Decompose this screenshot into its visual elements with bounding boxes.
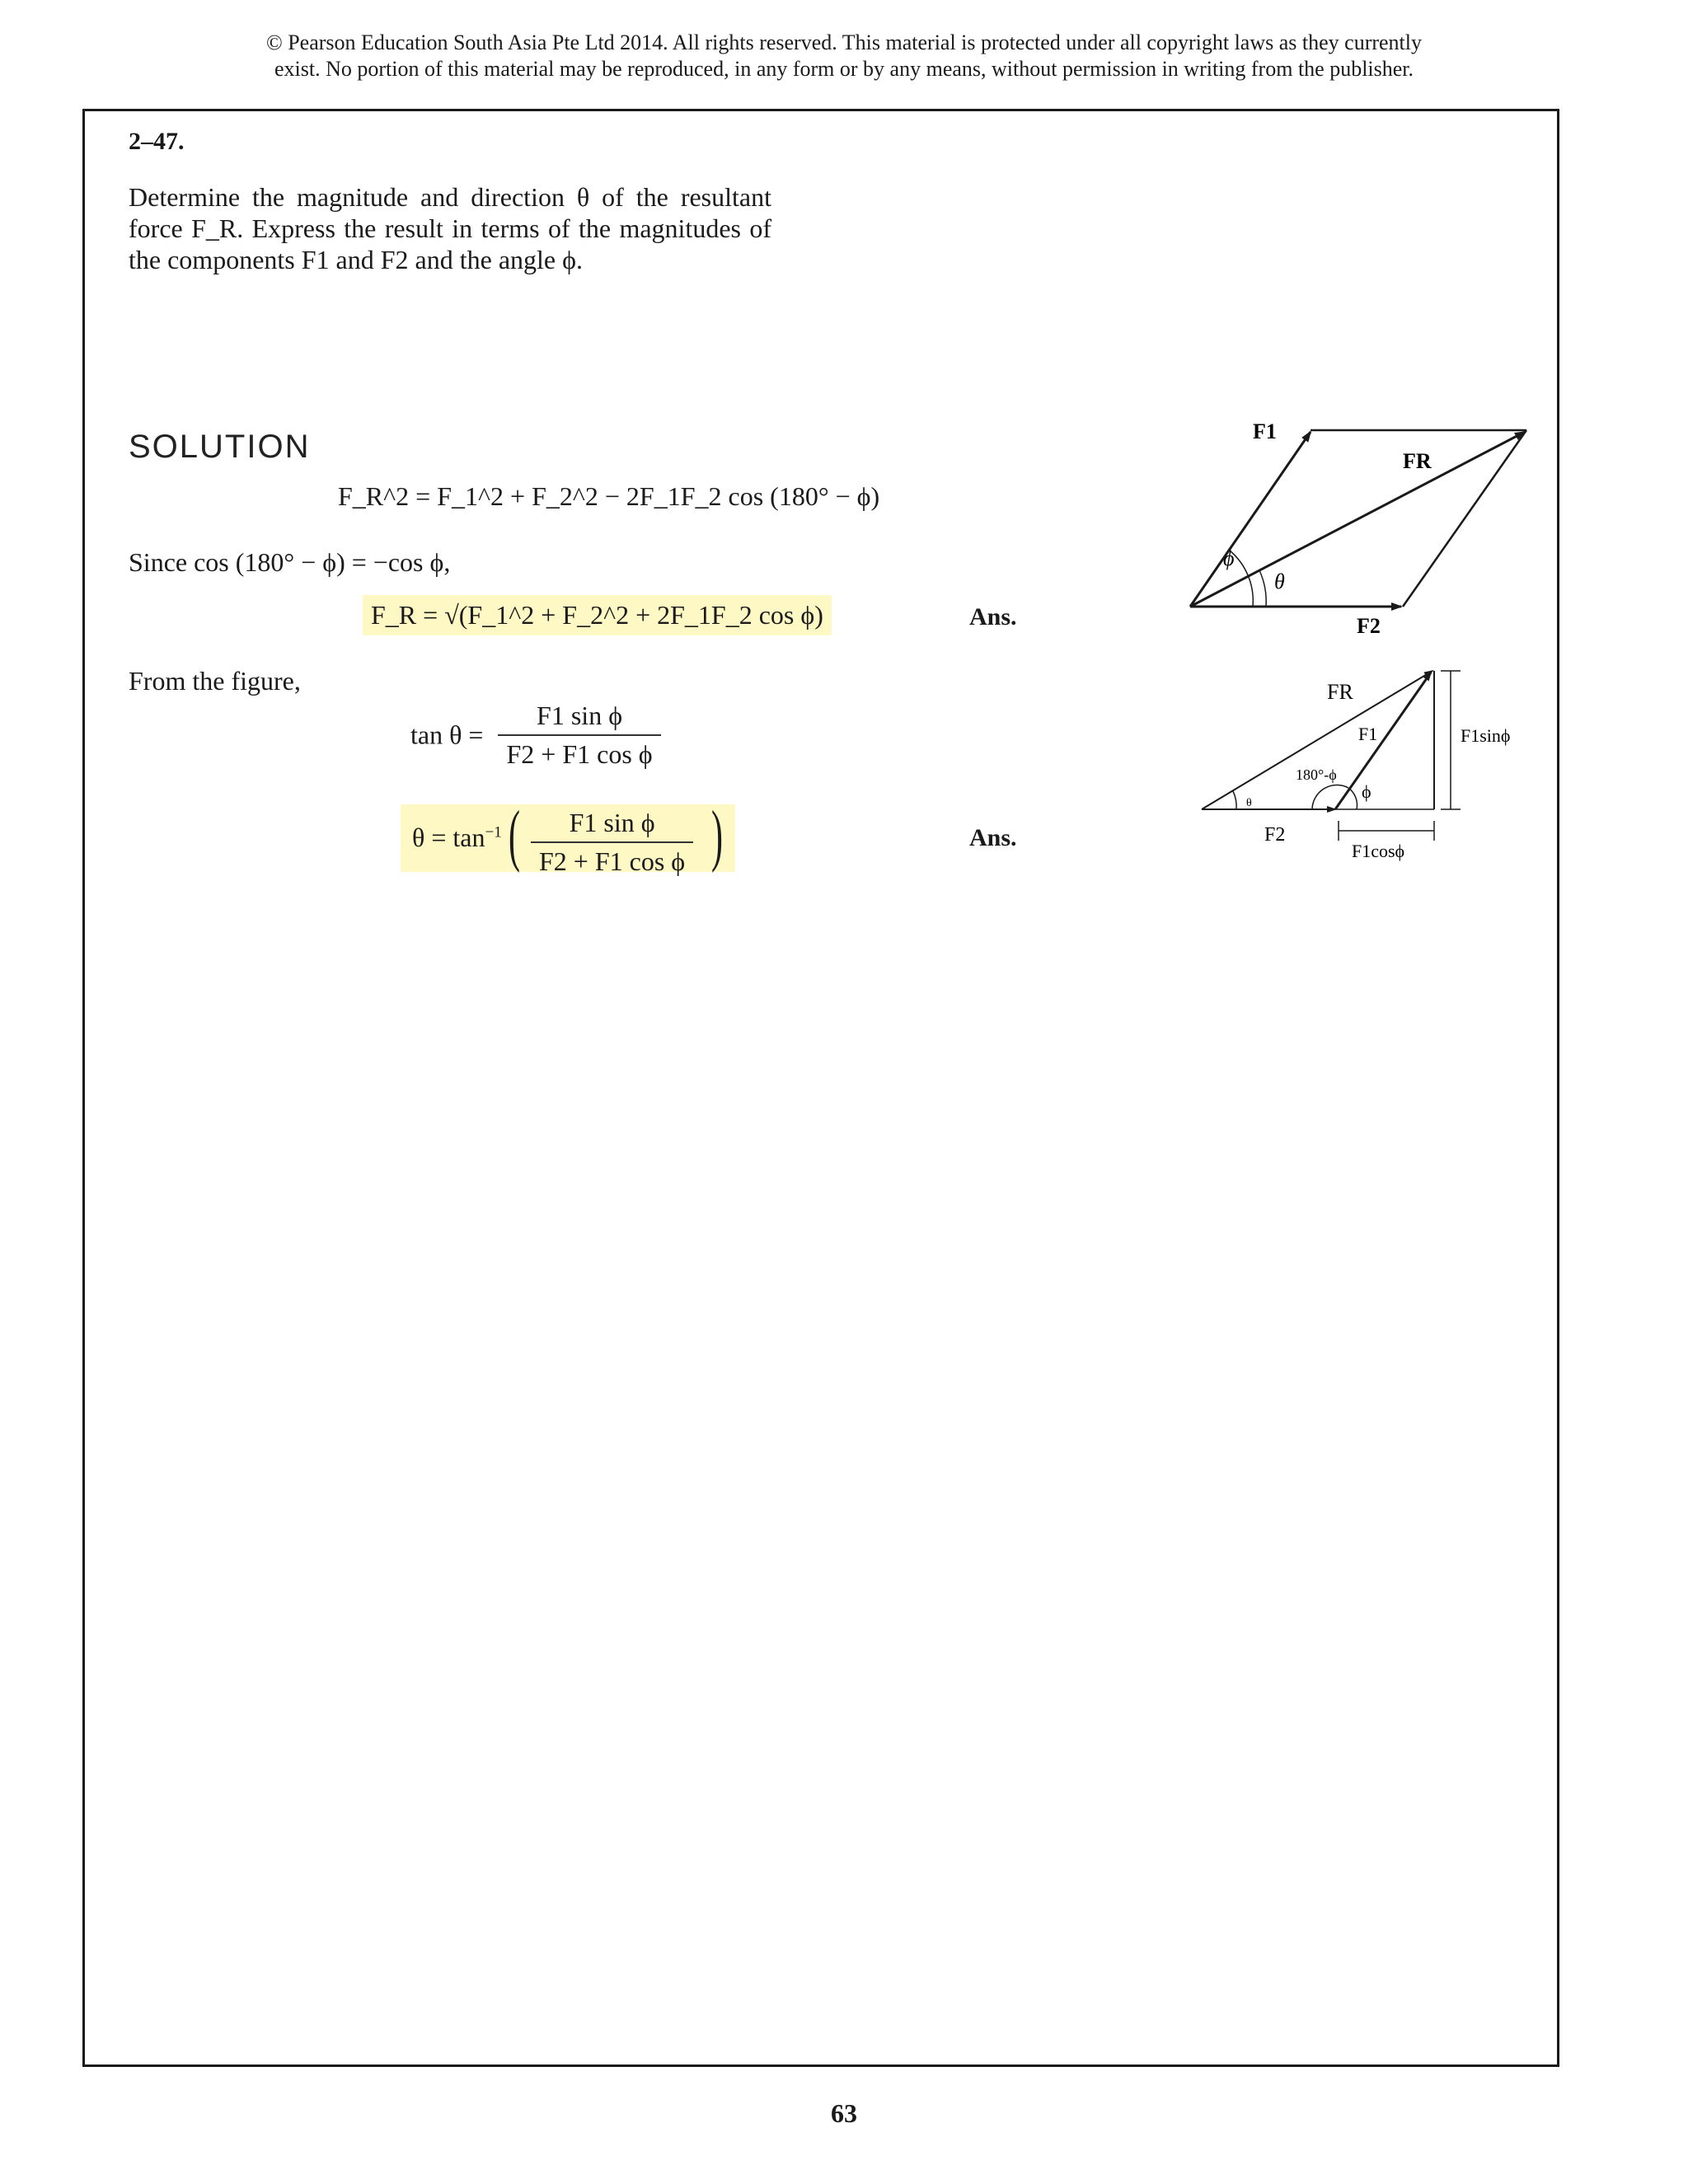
equation-resultant-magnitude: F_R = √(F_1^2 + F_2^2 + 2F_1F_2 cos ϕ) xyxy=(363,595,832,635)
copyright-notice xyxy=(0,30,1688,82)
solution-heading: SOLUTION xyxy=(129,429,311,465)
label-FR: FR xyxy=(1403,449,1432,473)
copyright-line-2: exist. No portion of this material may be reproduced, in any form or by any means, without permission in writing from the publisher. xyxy=(274,57,1414,81)
theta-lhs: θ = tan xyxy=(412,823,485,852)
statement-line-1: Determine the magnitude and direction θ of the resultant xyxy=(129,182,771,212)
hand-label-F1: F1 xyxy=(1358,724,1378,744)
hand-label-FR: FR xyxy=(1327,680,1353,704)
tan-theta-lhs: tan θ = xyxy=(410,719,484,750)
since-statement: Since cos (180° − ϕ) = −cos ϕ, xyxy=(129,547,451,577)
figure-triangle xyxy=(1187,659,1550,874)
answer-label-2: Ans. xyxy=(969,824,1017,851)
copyright-line-1: © Pearson Education South Asia Pte Ltd 2014. All rights reserved. This material is protected under all copyright laws as they currently xyxy=(265,30,1423,54)
equation-tan-theta xyxy=(410,701,661,770)
label-F2: F2 xyxy=(1357,614,1381,638)
hand-label-F1sin: F1sinϕ xyxy=(1461,725,1511,746)
hand-vector-FR xyxy=(1202,671,1432,809)
from-figure-text: From the figure, xyxy=(129,666,301,696)
tan-numerator: F1 sin ϕ xyxy=(498,701,660,736)
page-number: 63 xyxy=(831,2098,857,2128)
theta-inverse-exponent: −1 xyxy=(485,823,502,841)
equation-theta xyxy=(401,797,735,876)
tan-denominator: F2 + F1 cos ϕ xyxy=(506,739,653,769)
hand-label-F2: F2 xyxy=(1264,824,1286,846)
hand-label-phi: ϕ xyxy=(1362,781,1372,802)
vector-FR-arrow xyxy=(1190,432,1525,607)
figure-parallelogram xyxy=(1170,412,1550,659)
left-paren: ( xyxy=(508,797,520,874)
statement-line-2: force F_R. Express the result in terms of the magnitudes of xyxy=(129,213,771,243)
hand-label-theta: θ xyxy=(1246,797,1252,809)
theta-numerator: F1 sin ϕ xyxy=(531,808,693,843)
tan-theta-fraction xyxy=(498,701,660,770)
angle-arc-theta xyxy=(1259,570,1266,607)
label-phi: ϕ xyxy=(1223,546,1235,570)
hand-label-F1cos: F1cosϕ xyxy=(1352,841,1405,861)
problem-number: 2–47. xyxy=(129,128,185,155)
theta-fraction xyxy=(531,808,693,877)
hand-label-180: 180°-ϕ xyxy=(1296,766,1337,783)
problem-statement xyxy=(129,181,771,275)
page-frame xyxy=(82,109,1559,2067)
hand-arc-phi xyxy=(1348,788,1357,809)
theta-denominator: F2 + F1 cos ϕ xyxy=(539,846,686,876)
label-theta: θ xyxy=(1274,569,1285,593)
statement-line-3: the components F1 and F2 and the angle ϕ. xyxy=(129,245,583,274)
right-paren: ) xyxy=(710,797,723,874)
answer-label-1: Ans. xyxy=(969,603,1017,630)
hand-arc-theta xyxy=(1233,791,1236,809)
equation-law-of-cosines: F_R^2 = F_1^2 + F_2^2 − 2F_1F_2 cos (180° − ϕ) xyxy=(338,481,880,511)
label-F1: F1 xyxy=(1253,419,1277,443)
